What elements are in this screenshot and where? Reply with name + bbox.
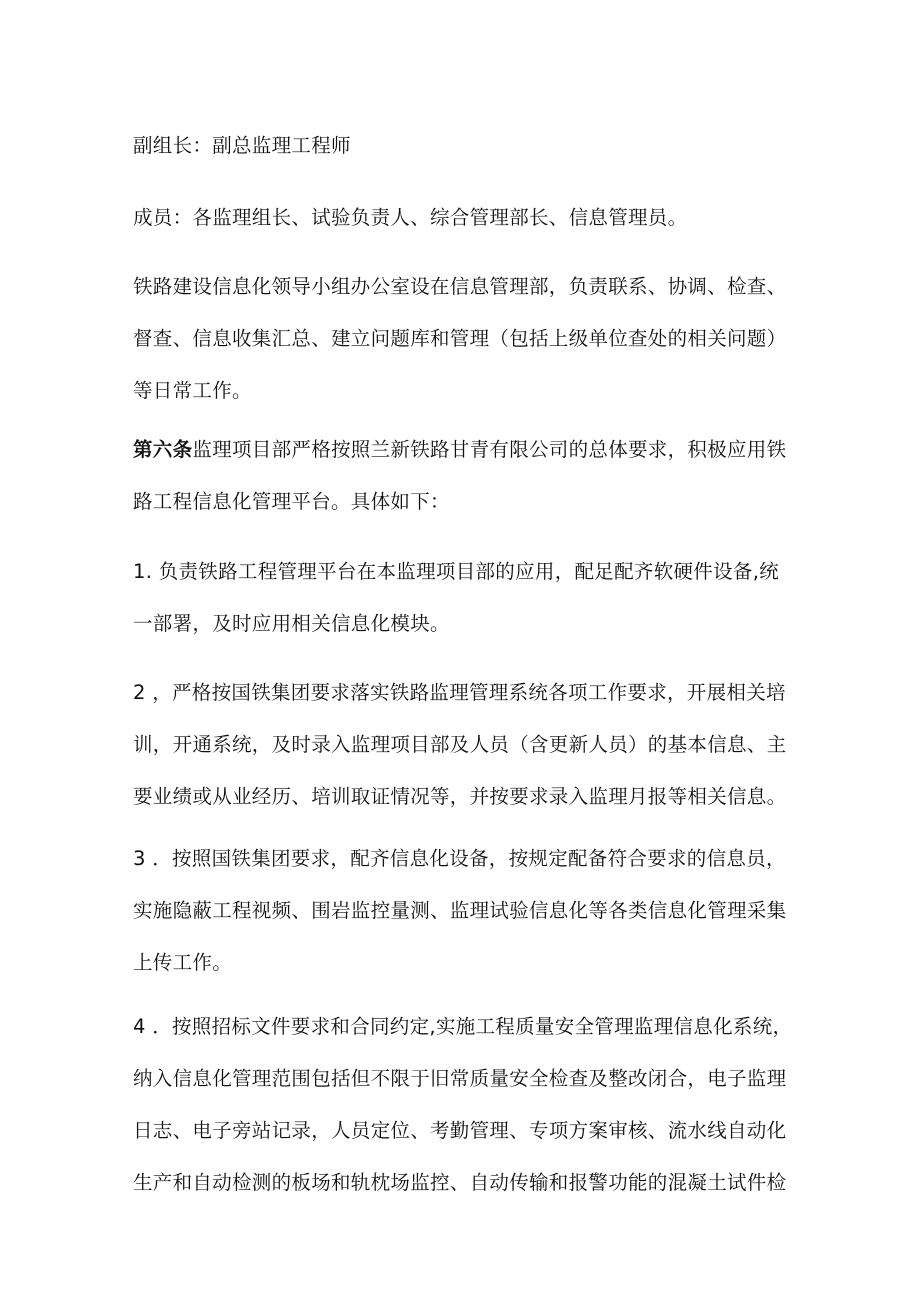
text-line: 日志、电子旁站记录，人员定位、考勤管理、专项方案审核、流水线自动化 (133, 1119, 787, 1142)
text-line (133, 424, 813, 476)
text-line: 要业绩或从业经历、培训取证情况等，并按要求录入监理月报等相关信息。 (133, 785, 787, 808)
text-line: 生产和自动检测的板场和轨枕场监控、自动传输和报警功能的混凝土试件检 (133, 1171, 787, 1194)
paragraph-item-3 (133, 833, 813, 989)
text-line: 路工程信息化管理平台。具体如下： (133, 490, 450, 513)
text-line: 等日常工作。 (133, 379, 252, 402)
paragraph-vice-leader (133, 120, 813, 172)
text-line: 铁路建设信息化领导小组办公室设在信息管理部，负责联系、协调、检查、 (133, 275, 787, 298)
paragraph-item-4 (133, 1001, 813, 1209)
article-heading: 第六条 (133, 438, 193, 461)
text-line: 2 ，严格按国铁集团要求落实铁路监理管理系统各项工作要求，开展相关培 (133, 681, 786, 704)
text-line: 1. 负责铁路工程管理平台在本监理项目部的应用，配足配齐软硬件设备,统 (133, 560, 780, 583)
text-line: 上传工作。 (133, 951, 233, 974)
text-line: 督查、信息收集汇总、建立问题库和管理（包括上级单位查处的相关问题） (133, 327, 787, 350)
text-line: 4 ．按照招标文件要求和合同约定,实施工程质量安全管理监理信息化系统， (133, 1015, 793, 1038)
paragraph-office (133, 261, 813, 417)
text-line: 实施隐蔽工程视频、围岩监控量测、监理试验信息化等各类信息化管理采集 (133, 899, 787, 922)
text-line: 纳入信息化管理范围包括但不限于旧常质量安全检查及整改闭合，电子监理 (133, 1067, 787, 1090)
text-line: 训，开通系统，及时录入监理项目部及人员（含更新人员）的基本信息、主 (133, 733, 787, 756)
text-line: 成员：各监理组长、试验负责人、综合管理部长、信息管理员。 (133, 206, 688, 229)
text-line: 副组长：副总监理工程师 (133, 134, 351, 157)
article-text: 监理项目部严格按照兰新铁路甘青有限公司的总体要求，积极应用铁 (192, 438, 787, 461)
paragraph-item-1 (133, 546, 813, 650)
paragraph-article-6 (133, 424, 813, 528)
text-line: 一部署，及时应用相关信息化模块。 (133, 612, 450, 635)
paragraph-members (133, 192, 813, 244)
text-line: 3 ．按照国铁集团要求，配齐信息化设备，按规定配备符合要求的信息员， (133, 847, 786, 870)
paragraph-item-2 (133, 667, 813, 823)
